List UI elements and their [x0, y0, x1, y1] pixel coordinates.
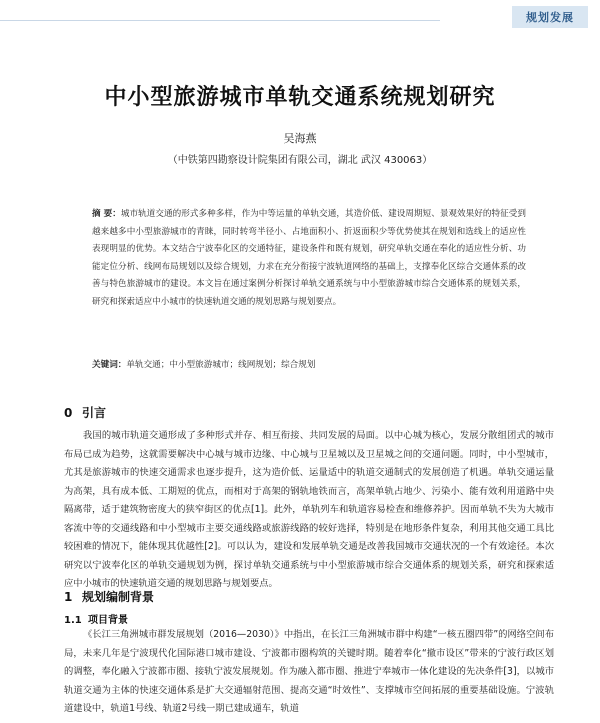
article-author: 吴海燕 — [283, 132, 317, 145]
section-heading-introduction — [64, 404, 106, 421]
subsection-heading-project-background — [64, 611, 128, 626]
author-affiliation: （中铁第四勘察设计院集团有限公司，湖北 武汉 430063） — [167, 155, 433, 166]
header-rule — [0, 20, 440, 21]
background-paragraph: 《长江三角洲城市群发展规划（2016—2030）》中指出，在长江三角洲城市群中构建“一核五圈四带”的网络空间布局，未来几年是宁波现代化国际港口城市建设、宁波都市圈构筑的关键时期。随着奉化“撤市设区”带来的宁波行政区划的调整，奉化融入宁波都市圈、接轨宁波发展规划。作为融入都市圈、推进宁奉城市一体化建设的先决条件[3]，以城市轨道交通为主体的快速交通体系是扩大交通辐射范围、提高交通“时效性”、支撑城市空间拓展的重要基础设施。宁波轨道建设中，轨道1号线、轨道2号线一期已建成通车，轨道 — [64, 629, 554, 714]
introduction-paragraph: 我国的城市轨道交通形成了多种形式并存、相互衔接、共同发展的局面。以中心城为核心，发展分散组团式的城市布局已成为趋势，这就需要解决中心城与城市边缘、中心城与卫星城以及卫星城之间的交通问题。同时，中小型城市，尤其是旅游城市的快速交通需求也逐步提升，这为造价低、运量适中的轨道交通制式的发展创造了机遇。单轨交通运量为高架，具有成本低、工期短的优点，而相对于高架的钢轨地铁而言，高架单轨占地少、污染小、能有效利用道路中央隔离带，适于建筑物密度大的狭窄街区的优点[1]。此外，单轨列车和轨道容易检查和维修养护。因而单轨不失为大城市客流中等的交通线路和中小型城市主要交通线路或旅游线路的较好选择，特别是在地形条件复杂，利用其他交通工具比较困难的情况下，能体现其优越性[2]。可以认为，建设和发展单轨交通是改善我国城市交通状况的一个有效途径。本次研究以宁波奉化区的单轨交通规划为例，探讨单轨交通系统与中小型旅游城市综合交通体系的规划关系，研究和探索适应中小城市的快速轨道交通的规划思路与规划要点。 — [64, 430, 554, 589]
article-title: 中小型旅游城市单轨交通系统规划研究 — [104, 85, 496, 110]
abstract — [92, 206, 526, 311]
abstract-label: 摘 要： — [92, 209, 121, 219]
keywords-text: 单轨交通；中小型旅游城市；线网规划；综合规划 — [126, 360, 316, 370]
section-title-text: 引言 — [82, 406, 107, 420]
subsection-title-text: 项目背景 — [88, 615, 128, 626]
section-tag: 规划发展 — [512, 6, 588, 28]
section-number: 0 — [64, 406, 73, 420]
abstract-text: 城市轨道交通的形式多种多样，作为中等运量的单轨交通，其造价低、建设周期短、景观效果好的特征受到越来越多中小型旅游城市的青睐，同时转弯半径小、占地面积小、折返面积少等优势使其在规划和选线上的适应性表现明显的优势。本文结合宁波奉化区的交通特征，建设条件和既有规划，研究单轨交通在奉化的适应性分析、功能定位分析、线网布局规划以及综合规划，力求在充分衔接宁波轨道网络的基础上，支撑奉化区综合交通体系的改善与特色旅游城市的建设。本文旨在通过案例分析探讨单轨交通系统与中小型旅游城市综合交通体系的规划关系，研究和探索适应中小城市的快速轨道交通的规划思路与规划要点。 — [92, 209, 526, 307]
section-title-text: 规划编制背景 — [82, 590, 155, 604]
journal-header — [0, 0, 600, 30]
subsection-number: 1.1 — [64, 615, 82, 626]
keywords — [92, 358, 526, 373]
section-heading-background — [64, 588, 154, 605]
section-number: 1 — [64, 590, 73, 604]
keywords-label: 关键词： — [92, 360, 127, 370]
